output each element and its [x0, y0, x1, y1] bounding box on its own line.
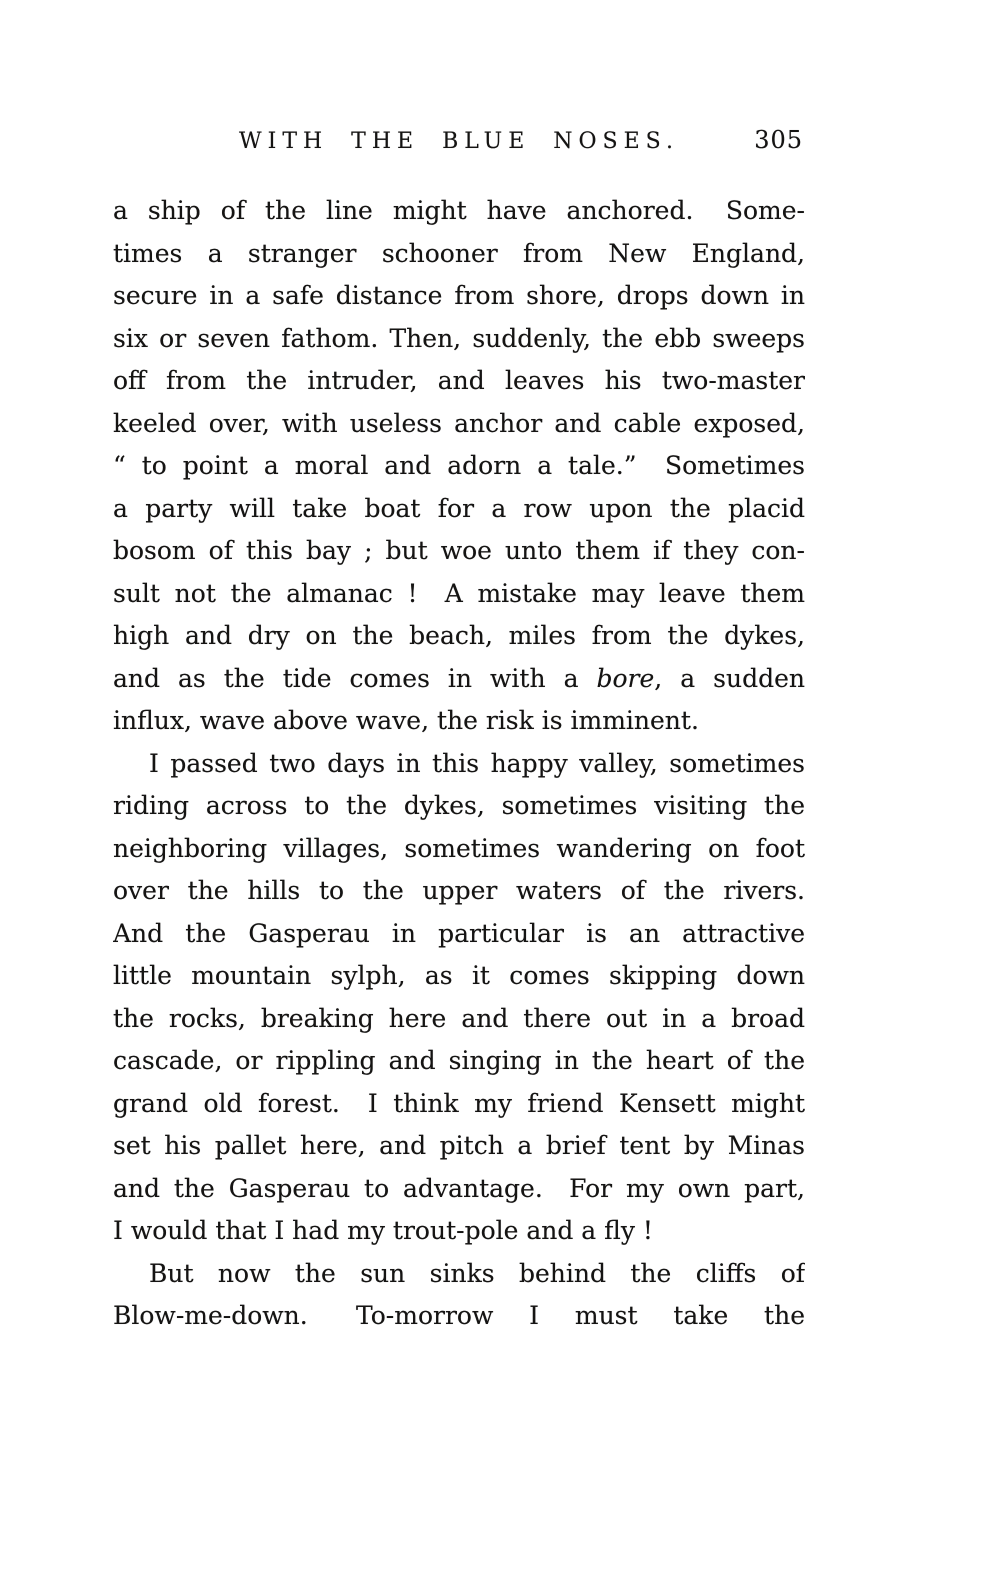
text-line: [113, 658, 805, 701]
text-line: influx, wave above wave, the risk is imminent.: [113, 706, 699, 735]
text-line: And the Gasperau in particular is an attractive: [113, 918, 805, 948]
text-line: little mountain sylph, as it comes skipping down: [113, 961, 805, 990]
text-line: and the Gasperau to advantage. For my own part,: [113, 1173, 805, 1203]
text-line: set his pallet here, and pitch a brief tent by Minas: [113, 1131, 805, 1160]
text-run: , a sudden: [654, 663, 805, 693]
text-line: bosom of this bay ; but woe unto them if they con-: [113, 536, 805, 565]
text-line: secure in a safe distance from shore, drops down in: [113, 281, 805, 310]
text-line: high and dry on the beach, miles from the dykes,: [113, 621, 805, 650]
text-line: a ship of the line might have anchored. Some-: [113, 196, 805, 225]
running-head: [113, 126, 805, 161]
text-line: off from the intruder, and leaves his two-master: [113, 366, 805, 395]
text-line: sult not the almanac ! A mistake may leave them: [113, 578, 805, 608]
text-line: times a stranger schooner from New England,: [113, 238, 805, 268]
text-line: the rocks, breaking here and there out in a broad: [113, 1003, 805, 1033]
text-line: keeled over, with useless anchor and cable exposed,: [113, 408, 805, 438]
text-line: six or seven fathom. Then, suddenly, the ebb sweeps: [113, 323, 805, 353]
text-line: But now the sun sinks behind the cliffs of: [149, 1258, 805, 1288]
text-line: Blow-me-down. To-morrow I must take the: [113, 1301, 805, 1330]
body-text: [113, 190, 805, 1338]
text-run: and as the tide comes in with a: [113, 663, 597, 693]
text-line: riding across to the dykes, sometimes visiting the: [113, 791, 805, 820]
text-line: “ to point a moral and adorn a tale.” Sometimes: [113, 451, 805, 480]
page-number: 305: [754, 126, 803, 154]
italic-word: bore: [596, 663, 655, 693]
page-header-title: WITH THE BLUE NOSES.: [239, 129, 679, 154]
text-line: neighboring villages, sometimes wandering on foot: [113, 833, 805, 863]
text-line: I would that I had my trout-pole and a fly !: [113, 1216, 653, 1245]
text-line: over the hills to the upper waters of the rivers.: [113, 876, 805, 905]
text-line: grand old forest. I think my friend Kensett might: [113, 1088, 805, 1118]
text-line: cascade, or rippling and singing in the heart of the: [113, 1046, 805, 1075]
text-line: I passed two days in this happy valley, sometimes: [149, 748, 805, 778]
text-line: a party will take boat for a row upon the placid: [113, 493, 805, 523]
